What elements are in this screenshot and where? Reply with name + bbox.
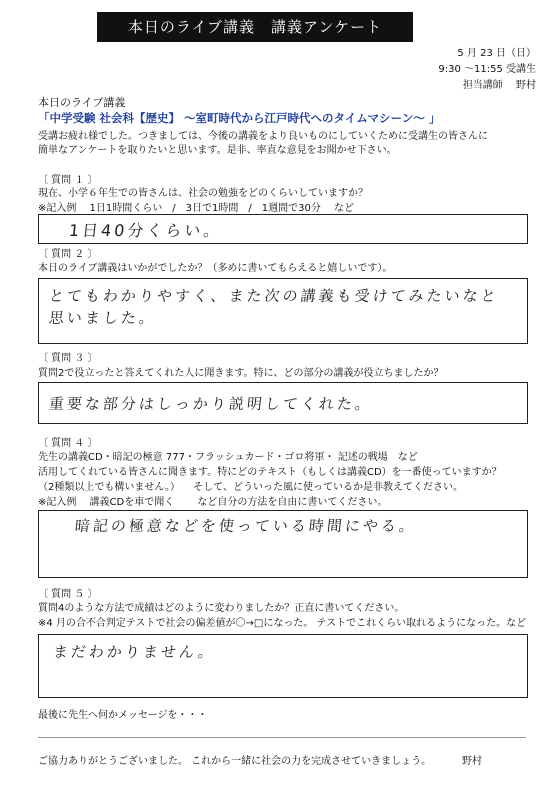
- question-4-label: 〔 質問 ４ 〕: [38, 438, 98, 449]
- intro-body-1: 受講お疲れ様でした。つきましては、今後の講義をより良いものにしていくために受講生の皆さんに: [38, 131, 488, 142]
- question-2-text: 本日のライブ講義はいかがでしたか？（多めに書いてもらえると嬉しいです）。: [38, 263, 393, 274]
- question-5-example: ※4 月の合不合判定テストで社会の偏差値が〇→□になった。 テストでこれくらい取れるようになった。など: [38, 618, 527, 629]
- question-3-answer-box: [38, 382, 528, 424]
- question-1-example: ※記入例 1日1時間くらい / 3日で1時間 / 1週間で30分 など: [38, 203, 355, 214]
- question-5-answer-box: [38, 634, 528, 698]
- question-3-answer: 重要な部分はしっかり説明してくれた。: [48, 395, 374, 413]
- time-student-text: 9:30 〜11:55 受講生: [438, 64, 536, 75]
- date-text: 5 月 23 日（日）: [457, 48, 536, 59]
- intro-heading: 本日のライブ講義: [38, 96, 126, 109]
- question-1-label: 〔 質問 １ 〕: [38, 175, 98, 186]
- question-5-answer: まだわかりません。: [52, 643, 217, 661]
- question-2-label: 〔 質問 ２ 〕: [38, 249, 98, 260]
- thanks-text: ご協力ありがとうございました。 これから一緒に社会の力を完成させていきましょう。: [38, 756, 432, 767]
- question-4-line-3: （2種類以上でも構いません。） そして、どういった風に使っているか是非教えてください。: [38, 482, 463, 493]
- question-2-answer-line-1: とてもわかりやすく、また次の講義も受けてみたいなと: [48, 287, 500, 305]
- question-3-text: 質問2で役立ったと答えてくれた人に聞きます。特に、どの部分の講義が役立ちましたか？: [38, 368, 444, 379]
- question-1-text: 現在、小学６年生での皆さんは、社会の勉強をどのくらいしていますか？: [38, 188, 368, 199]
- question-4-line-1: 先生の講義CD・暗記の極意 777・フラッシュカード・ゴロ将軍・ 記述の戦場 など: [38, 452, 418, 463]
- question-5-label: 〔 質問 ５ 〕: [38, 589, 98, 600]
- message-line: [38, 737, 526, 738]
- signature: 野村: [462, 756, 482, 767]
- message-prompt: 最後に先生へ何かメッセージを・・・: [38, 710, 208, 721]
- question-4-answer: 暗記の極意などを使っている時間にやる。: [74, 517, 418, 535]
- question-2-answer-line-2: 思いました。: [48, 309, 158, 327]
- question-4-line-2: 活用してくれている皆さんに聞きます。特にどのテキスト（もしくは講義CD）を一番使っていますか？: [38, 467, 502, 478]
- question-3-label: 〔 質問 ３ 〕: [38, 353, 98, 364]
- question-2-answer-box: [38, 278, 528, 344]
- intro-body-2: 簡単なアンケートを取りたいと思います。是非、率直な意見をお聞かせ下さい。: [38, 145, 397, 156]
- question-5-text: 質問4のような方法で成績はどのように変わりましたか？正直に書いてください。: [38, 603, 405, 614]
- question-1-answer: 1日40分くらい。: [67, 221, 224, 240]
- teacher-text: 担当講師 野村: [462, 80, 536, 91]
- question-4-example: ※記入例 講義CDを車で聞く など自分の方法を自由に書いてください。: [38, 497, 388, 508]
- survey-title: 本日のライブ講義 講義アンケート: [97, 12, 413, 42]
- question-4-answer-box: [38, 510, 528, 578]
- question-1-answer-box: [38, 214, 528, 244]
- course-title: 「中学受験 社会科【歴史】 〜室町時代から江戸時代へのタイムマシーン〜 」: [38, 111, 441, 125]
